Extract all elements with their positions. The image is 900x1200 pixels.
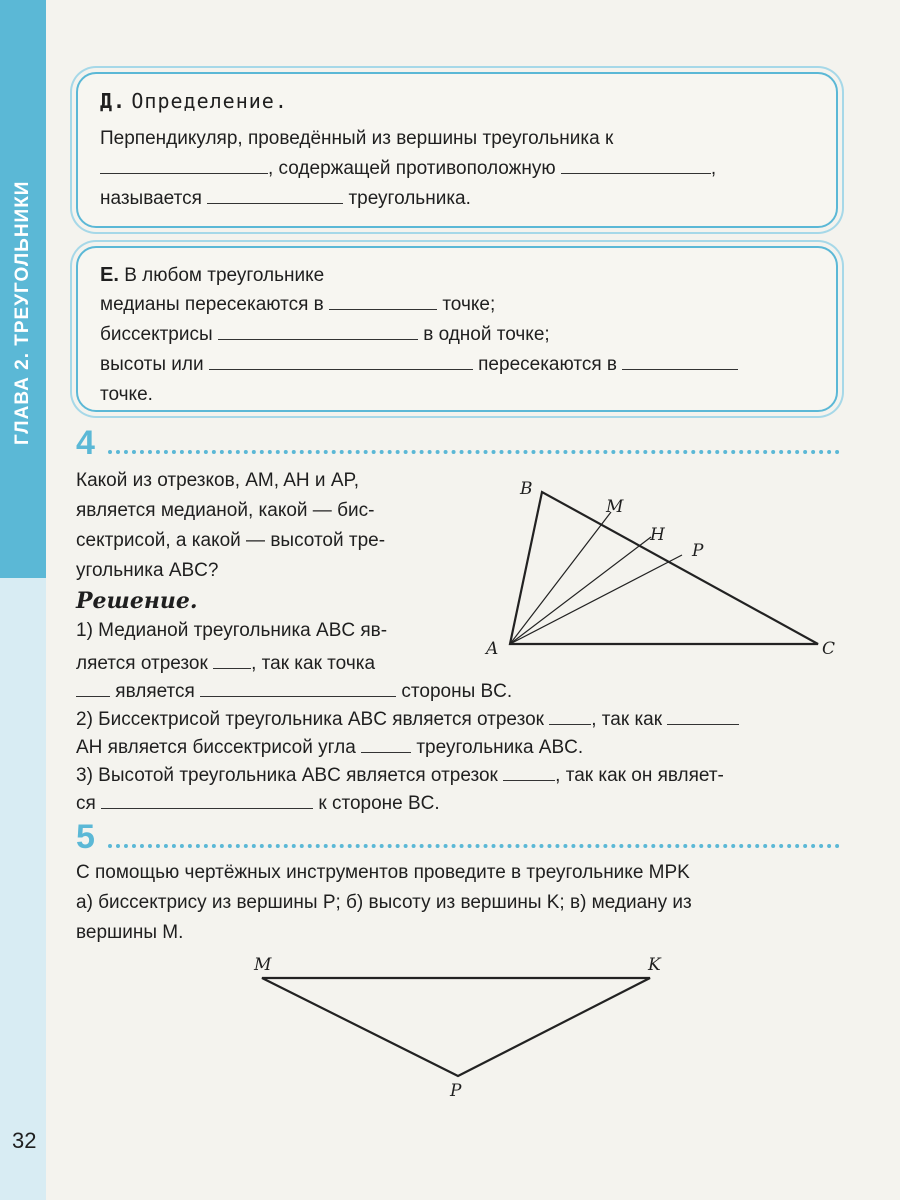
solution-label: Решение. xyxy=(76,588,198,614)
task-4-question-2: является медианой, какой — бис- xyxy=(76,500,375,521)
blank[interactable] xyxy=(209,351,473,370)
task-5-number: 5 xyxy=(76,818,95,856)
label-p: P xyxy=(692,541,704,561)
box-e-line-0: Е. В любом треугольнике xyxy=(100,264,325,286)
label-a: A xyxy=(486,639,499,659)
theorem-box-e xyxy=(76,246,838,412)
blank[interactable] xyxy=(100,155,268,174)
page-number: 32 xyxy=(12,1128,37,1153)
label-b: B xyxy=(520,479,533,499)
solution-3-line-1: 3) Высотой треугольника ABC является отрезок , так как он являет- xyxy=(76,762,724,787)
box-d-line-1: Перпендикуляр, проведённый из вершины треугольника к xyxy=(100,128,614,149)
segment-am xyxy=(510,512,611,644)
task-4-number: 4 xyxy=(76,424,95,462)
solution-3-line-2: ся к стороне BC. xyxy=(76,790,440,815)
blank[interactable] xyxy=(549,706,591,725)
label-h: H xyxy=(650,525,665,545)
blank[interactable] xyxy=(503,762,555,781)
task-4-divider xyxy=(108,450,840,454)
task-5-line-1: С помощью чертёжных инструментов проведите в треугольнике MPK xyxy=(76,862,690,883)
label-p: P xyxy=(450,1081,462,1101)
box-d-line-2: , содержащей противоположную , xyxy=(100,154,820,184)
segment-ah xyxy=(510,537,651,644)
triangle-mpk-figure xyxy=(240,950,680,1100)
label-m: M xyxy=(254,955,272,975)
solution-1-line-2: ляется отрезок , так как точка xyxy=(76,650,375,675)
blank[interactable] xyxy=(361,734,411,753)
box-d-label: Д. xyxy=(100,89,127,113)
sidebar-lower-band xyxy=(0,578,46,1200)
blank[interactable] xyxy=(207,185,343,204)
box-e-line-2: биссектрисы в одной точке; xyxy=(100,320,550,350)
triangle-abc xyxy=(510,492,818,644)
blank[interactable] xyxy=(200,678,396,697)
box-e-label: Е. xyxy=(100,264,119,286)
triangle-abc-figure xyxy=(486,470,850,670)
solution-2-line-1: 2) Биссектрисой треугольника ABC является отрезок , так как xyxy=(76,706,739,731)
solution-1-line-1: 1) Медианой треугольника ABC яв- xyxy=(76,620,388,641)
task-4-question-4: угольника ABC? xyxy=(76,560,219,581)
triangle-mpk xyxy=(262,978,650,1076)
box-e-line-4: точке. xyxy=(100,384,153,405)
label-k: K xyxy=(648,955,661,975)
task-5-line-3: вершины M. xyxy=(76,922,184,943)
label-m: M xyxy=(606,497,624,517)
blank[interactable] xyxy=(213,650,251,669)
chapter-title: ГЛАВА 2. ТРЕУГОЛЬНИКИ xyxy=(12,180,33,445)
blank[interactable] xyxy=(218,321,418,340)
blank[interactable] xyxy=(76,678,110,697)
box-e-line-1: медианы пересекаются в точке; xyxy=(100,290,495,320)
definition-box-d xyxy=(76,72,838,228)
blank[interactable] xyxy=(101,790,313,809)
box-d-line-3: называется треугольника. xyxy=(100,184,471,214)
blank[interactable] xyxy=(622,351,738,370)
solution-2-line-2: AH является биссектрисой угла треугольника ABC. xyxy=(76,734,583,759)
task-4-question-3: сектрисой, а какой — высотой тре- xyxy=(76,530,386,551)
box-d-title: Определение. xyxy=(131,89,288,113)
solution-1-line-3: является стороны BC. xyxy=(76,678,512,703)
blank[interactable] xyxy=(329,291,437,310)
box-e-line-3: высоты или пересекаются в xyxy=(100,350,738,380)
segment-ap xyxy=(510,555,682,644)
task-5-line-2: а) биссектрису из вершины P; б) высоту из вершины K; в) медиану из xyxy=(76,892,692,913)
box-d-heading xyxy=(100,86,288,118)
task-4-question-1: Какой из отрезков, AM, AH и AP, xyxy=(76,470,359,491)
blank[interactable] xyxy=(561,155,711,174)
label-c: C xyxy=(822,639,836,659)
task-5-divider xyxy=(108,844,840,848)
blank[interactable] xyxy=(667,706,739,725)
